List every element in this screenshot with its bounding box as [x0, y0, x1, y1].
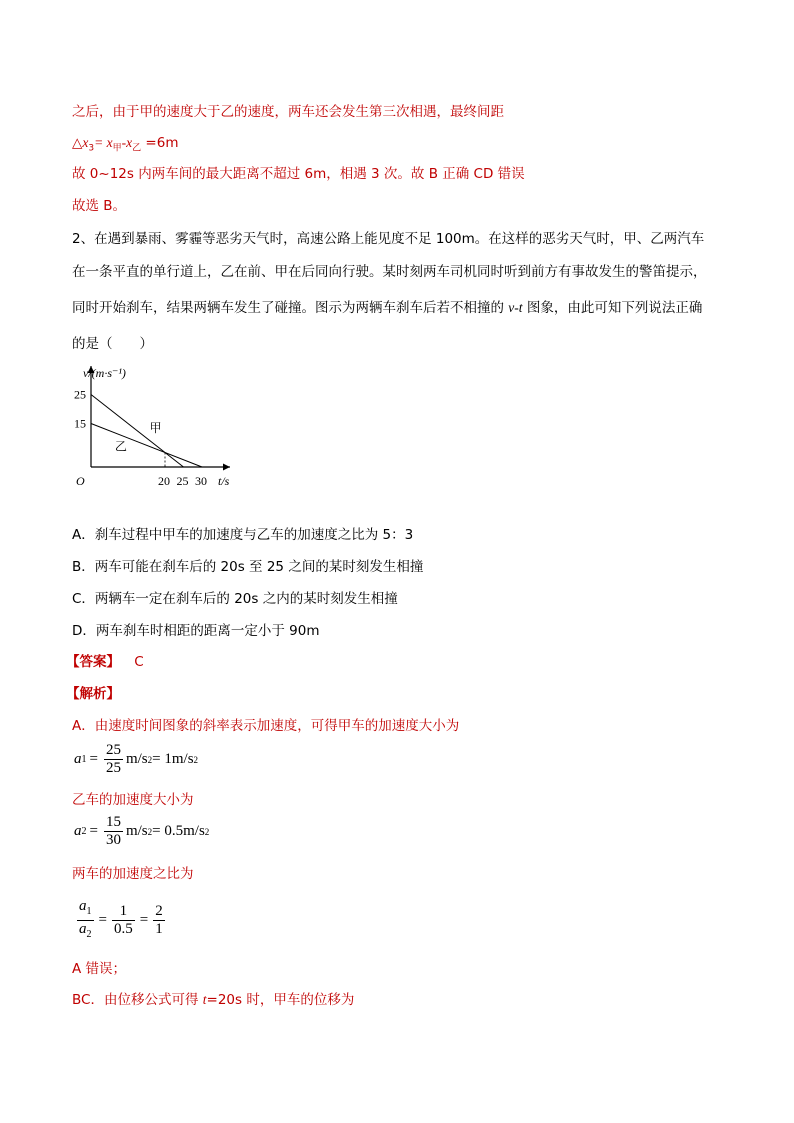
- eq1-a: a: [74, 751, 82, 767]
- eq2-a: a: [74, 823, 82, 839]
- analysis-label: 【解析】: [66, 686, 120, 702]
- vt-chart: [66, 362, 246, 492]
- chart-x-tick-25: 25: [176, 474, 189, 488]
- eq3-n3: 2: [155, 903, 163, 919]
- analysis-b-text: 乙车的加速度大小为: [72, 792, 194, 808]
- equation-a1: [74, 742, 198, 777]
- x3-var: x: [82, 135, 89, 150]
- eq2-fraction: [104, 814, 123, 849]
- eq2-result: = 0.5m/s: [152, 823, 205, 839]
- bc-pre: BC．由位移公式可得: [72, 992, 203, 1008]
- stem3-post: 图象，由此可知下列说法正确: [522, 300, 703, 316]
- answer-line: [66, 652, 144, 672]
- eq2-equals: =: [89, 823, 98, 839]
- chart-y-label: v/(m·s⁻¹): [83, 366, 126, 380]
- prev-line-4: 故选 B。: [72, 198, 127, 214]
- eq1-num: 25: [105, 742, 121, 758]
- eq2-unit: m/s: [125, 823, 148, 839]
- eq3-frac-3: [153, 903, 165, 938]
- stem3-pre: 同时开始刹车，结果两辆车发生了碰撞。图示为两辆车刹车后若不相撞的: [72, 300, 509, 316]
- option-c: C．两辆车一定在刹车后的 20s 之内的某时刻发生相撞: [72, 591, 398, 607]
- eq3-n1-var: a: [79, 898, 87, 914]
- eq1-den: 25: [105, 760, 121, 776]
- eq2-num: 15: [105, 814, 121, 830]
- eq1-fraction: [104, 742, 123, 777]
- analysis-a-text: A．由速度时间图象的斜率表示加速度，可得甲车的加速度大小为: [72, 718, 460, 734]
- eq1-result-sup: 2: [193, 754, 199, 765]
- chart-y-tick-25: 25: [74, 387, 86, 402]
- eq2-result-sup: 2: [204, 826, 210, 837]
- eq1-unit-sup: 2: [147, 754, 153, 765]
- option-a: A．刹车过程中甲车的加速度与乙车的加速度之比为 5：3: [72, 527, 414, 543]
- series-jia-label: 甲: [149, 421, 162, 435]
- eq3-d1-sub: 2: [86, 929, 92, 940]
- eq1-unit: m/s: [125, 751, 148, 767]
- delta-symbol: △: [72, 135, 83, 151]
- question-stem-1: 2、在遇到暴雨、雾霾等恶劣天气时，高速公路上能见度不足 100m。在这样的恶劣天气时，甲、乙两汽车: [72, 231, 705, 247]
- bc-post: =20s 时，甲车的位移为: [206, 992, 355, 1008]
- eq3-n2: 1: [112, 903, 135, 921]
- eq2-den: 30: [105, 832, 121, 848]
- jia-sub: 甲: [112, 143, 122, 154]
- option-b: B．两车可能在刹车后的 20s 至 25 之间的某时刻发生相撞: [72, 559, 424, 575]
- eq1-equals: =: [89, 751, 98, 767]
- analysis-a-wrong: A 错误；: [72, 961, 127, 977]
- eq3-d1-var: a: [79, 921, 87, 937]
- eq3-n1: [77, 898, 94, 921]
- yi-sub: 乙: [132, 143, 142, 154]
- eq3-d2: 0.5: [113, 921, 133, 937]
- bc-t: t: [202, 992, 207, 1007]
- x3-sub: 3: [88, 143, 95, 154]
- series-yi-line: [91, 424, 202, 468]
- eq1-result: = 1m/s: [152, 751, 194, 767]
- series-yi-label: 乙: [114, 439, 127, 454]
- equation-a2: [74, 814, 209, 849]
- question-stem-2: 在一条平直的单行道上，乙在前、甲在后同向行驶。某时刻两车司机同时听到前方有事故发生的警笛提示，: [72, 264, 707, 280]
- result-6m: =6m: [141, 135, 179, 151]
- chart-origin-label: O: [76, 474, 85, 488]
- x-yi-var: -x: [121, 135, 133, 150]
- eq3-equals-1: =: [98, 912, 107, 928]
- eq2-sub: 2: [81, 826, 87, 837]
- prev-line-3: 故 0~12s 内两车间的最大距离不超过 6m，相遇 3 次。故 B 正确 CD 错误: [72, 166, 525, 182]
- answer-value: C: [134, 654, 144, 670]
- eq3-frac-2: [112, 903, 135, 938]
- vt-label: v-t: [508, 300, 523, 315]
- analysis-c-text: 两车的加速度之比为: [72, 866, 194, 882]
- analysis-bc-text: [72, 990, 354, 1010]
- chart-x-label: t/s: [218, 474, 230, 488]
- eq3-n1-sub: 1: [86, 906, 92, 917]
- eq2-unit-sup: 2: [147, 826, 153, 837]
- option-d: D．两车刹车时相距的距离一定小于 90m: [72, 623, 320, 639]
- chart-y-tick-15: 15: [74, 416, 86, 431]
- chart-x-tick-30: 30: [195, 474, 207, 488]
- equation-ratio: [74, 898, 168, 943]
- analysis-header: [66, 684, 120, 704]
- prev-line-1: 之后，由于甲的速度大于乙的速度，两车还会发生第三次相遇，最终间距: [72, 104, 504, 120]
- eq3-equals-2: =: [139, 912, 149, 928]
- series-jia-line: [91, 395, 184, 468]
- question-stem-4: 的是（ ）: [72, 336, 153, 352]
- answer-label: 【答案】: [66, 654, 120, 670]
- prev-line-2: [72, 133, 178, 159]
- x-jia-var: = x: [94, 135, 113, 150]
- eq3-d1: [77, 921, 94, 943]
- eq3-d3: 1: [155, 921, 163, 937]
- eq1-sub: 1: [81, 754, 87, 765]
- chart-x-tick-20: 20: [158, 474, 170, 488]
- question-stem-3: [72, 298, 702, 318]
- eq3-frac-1: [77, 898, 94, 943]
